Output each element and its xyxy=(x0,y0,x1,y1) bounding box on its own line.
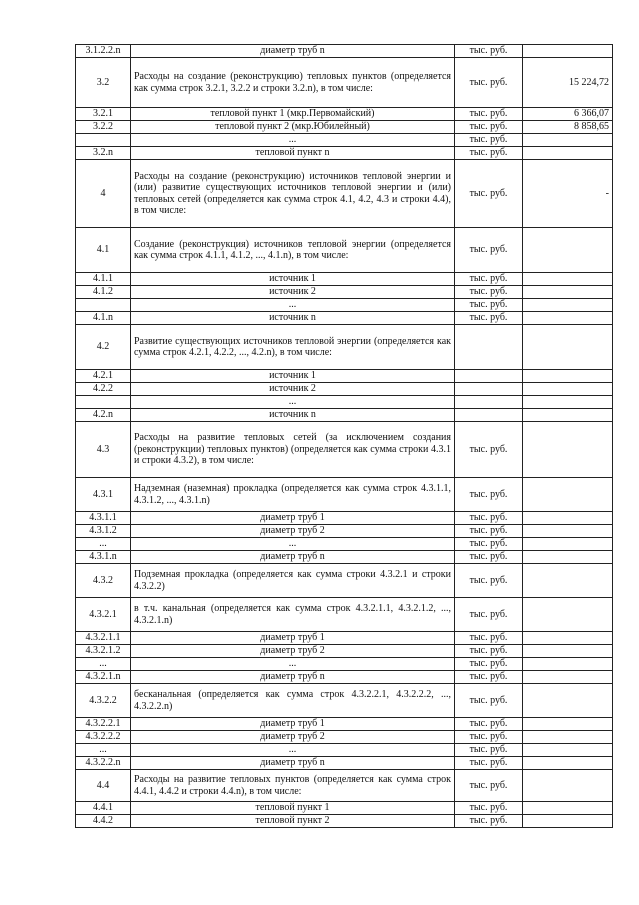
row-unit: тыс. руб. xyxy=(455,108,523,121)
table-row xyxy=(76,325,613,370)
row-unit: тыс. руб. xyxy=(455,422,523,478)
expenses-table-body xyxy=(76,45,613,828)
row-code: 3.2 xyxy=(76,58,131,108)
table-row xyxy=(76,299,613,312)
row-name: источник 1 xyxy=(131,370,455,383)
row-name: ... xyxy=(131,658,455,671)
row-code: 4.1 xyxy=(76,228,131,273)
row-name: диаметр труб 1 xyxy=(131,718,455,731)
row-unit: тыс. руб. xyxy=(455,770,523,802)
row-unit xyxy=(455,396,523,409)
row-value xyxy=(523,731,613,744)
table-row xyxy=(76,564,613,598)
row-code xyxy=(76,299,131,312)
table-row xyxy=(76,396,613,409)
table-row xyxy=(76,744,613,757)
row-unit: тыс. руб. xyxy=(455,312,523,325)
row-value xyxy=(523,598,613,632)
row-value xyxy=(523,564,613,598)
row-code: 4.3.1 xyxy=(76,478,131,512)
row-code: 3.2.1 xyxy=(76,108,131,121)
row-code: 4.3.2.1 xyxy=(76,598,131,632)
row-name: диаметр труб n xyxy=(131,551,455,564)
row-name: в т.ч. канальная (определяется как сумма строк 4.3.2.1.1, 4.3.2.1.2, ..., 4.3.2.1.n) xyxy=(131,598,455,632)
row-code: 4.4 xyxy=(76,770,131,802)
table-row xyxy=(76,671,613,684)
row-value xyxy=(523,299,613,312)
row-code: 4.3.1.2 xyxy=(76,525,131,538)
table-row xyxy=(76,512,613,525)
row-unit: тыс. руб. xyxy=(455,45,523,58)
table-row xyxy=(76,632,613,645)
row-name: диаметр труб 2 xyxy=(131,525,455,538)
row-name: бесканальная (определяется как сумма строк 4.3.2.2.1, 4.3.2.2.2, ..., 4.3.2.2.n) xyxy=(131,684,455,718)
row-name: источник n xyxy=(131,312,455,325)
row-code: 3.2.2 xyxy=(76,121,131,134)
row-code: 4.2.2 xyxy=(76,383,131,396)
table-row xyxy=(76,731,613,744)
row-unit: тыс. руб. xyxy=(455,273,523,286)
row-name: тепловой пункт 2 (мкр.Юбилейный) xyxy=(131,121,455,134)
row-name: диаметр труб 2 xyxy=(131,731,455,744)
row-code: 4.3.1.1 xyxy=(76,512,131,525)
row-unit: тыс. руб. xyxy=(455,718,523,731)
row-value xyxy=(523,273,613,286)
table-row xyxy=(76,598,613,632)
row-value: - xyxy=(523,160,613,228)
table-row xyxy=(76,525,613,538)
row-unit: тыс. руб. xyxy=(455,815,523,828)
row-name: ... xyxy=(131,744,455,757)
row-name: Расходы на развитие тепловых пунктов (определяется как сумма строк 4.4.1, 4.4.2 и строки 4.4.n), в том числе: xyxy=(131,770,455,802)
row-code: 4.4.1 xyxy=(76,802,131,815)
row-code: 4.2.n xyxy=(76,409,131,422)
row-code: 4.1.1 xyxy=(76,273,131,286)
row-code: 4.3.2.2 xyxy=(76,684,131,718)
row-value xyxy=(523,658,613,671)
row-name: Развитие существующих источников тепловой энергии (определяется как сумма строк 4.2.1, 4.2.2, ..., 4.2.n), в том числе: xyxy=(131,325,455,370)
row-unit: тыс. руб. xyxy=(455,757,523,770)
row-name: диаметр труб n xyxy=(131,671,455,684)
row-code: 3.1.2.2.n xyxy=(76,45,131,58)
row-value xyxy=(523,370,613,383)
table-row xyxy=(76,645,613,658)
row-value xyxy=(523,770,613,802)
row-value xyxy=(523,671,613,684)
row-value xyxy=(523,134,613,147)
row-value: 6 366,07 xyxy=(523,108,613,121)
row-name: ... xyxy=(131,396,455,409)
table-row xyxy=(76,228,613,273)
row-value xyxy=(523,383,613,396)
row-unit: тыс. руб. xyxy=(455,512,523,525)
row-unit: тыс. руб. xyxy=(455,671,523,684)
table-row xyxy=(76,478,613,512)
table-row xyxy=(76,121,613,134)
table-row xyxy=(76,383,613,396)
row-name: Расходы на создание (реконструкцию) тепловых пунктов (определяется как сумма строк 3.2.1, 3.2.2 и строки 3.2.n), в том числе: xyxy=(131,58,455,108)
row-unit: тыс. руб. xyxy=(455,121,523,134)
row-value xyxy=(523,815,613,828)
row-name: диаметр труб 1 xyxy=(131,512,455,525)
row-value xyxy=(523,325,613,370)
row-unit xyxy=(455,383,523,396)
row-unit: тыс. руб. xyxy=(455,286,523,299)
row-code: 4.3.2.2.n xyxy=(76,757,131,770)
row-name: тепловой пункт n xyxy=(131,147,455,160)
row-unit: тыс. руб. xyxy=(455,160,523,228)
row-name: ... xyxy=(131,538,455,551)
table-row xyxy=(76,538,613,551)
row-name: источник 1 xyxy=(131,273,455,286)
table-row xyxy=(76,45,613,58)
row-code: ... xyxy=(76,538,131,551)
row-value xyxy=(523,551,613,564)
table-row xyxy=(76,160,613,228)
row-value: 8 858,65 xyxy=(523,121,613,134)
row-value xyxy=(523,478,613,512)
row-code xyxy=(76,134,131,147)
row-name: источник n xyxy=(131,409,455,422)
row-name: ... xyxy=(131,299,455,312)
row-unit: тыс. руб. xyxy=(455,228,523,273)
row-unit: тыс. руб. xyxy=(455,525,523,538)
row-value xyxy=(523,744,613,757)
table-row xyxy=(76,422,613,478)
row-name: источник 2 xyxy=(131,383,455,396)
row-value xyxy=(523,422,613,478)
row-name: диаметр труб 2 xyxy=(131,645,455,658)
row-code: 4.4.2 xyxy=(76,815,131,828)
row-code: 4 xyxy=(76,160,131,228)
table-row xyxy=(76,684,613,718)
row-name: тепловой пункт 2 xyxy=(131,815,455,828)
row-code: 4.3.2.1.n xyxy=(76,671,131,684)
table-row xyxy=(76,815,613,828)
row-name: Подземная прокладка (определяется как сумма строки 4.3.2.1 и строки 4.3.2.2) xyxy=(131,564,455,598)
row-code: 4.3.2 xyxy=(76,564,131,598)
row-value xyxy=(523,684,613,718)
table-row xyxy=(76,134,613,147)
row-name: Расходы на развитие тепловых сетей (за исключением создания (реконструкции) тепловых пунктов) (определяется как сумма строки 4.3.1 и строки 4.3.2), в том числе: xyxy=(131,422,455,478)
row-name: диаметр труб 1 xyxy=(131,632,455,645)
table-row xyxy=(76,718,613,731)
row-unit: тыс. руб. xyxy=(455,58,523,108)
row-code: 4.1.n xyxy=(76,312,131,325)
row-unit xyxy=(455,409,523,422)
row-code: 4.2 xyxy=(76,325,131,370)
row-code: 4.2.1 xyxy=(76,370,131,383)
row-value xyxy=(523,312,613,325)
row-code xyxy=(76,396,131,409)
row-value xyxy=(523,396,613,409)
table-row xyxy=(76,658,613,671)
table-row xyxy=(76,802,613,815)
row-unit: тыс. руб. xyxy=(455,744,523,757)
table-row xyxy=(76,370,613,383)
row-name: Надземная (наземная) прокладка (определяется как сумма строк 4.3.1.1, 4.3.1.2, ..., 4.3.1.n) xyxy=(131,478,455,512)
row-value xyxy=(523,147,613,160)
table-row xyxy=(76,551,613,564)
row-code: ... xyxy=(76,744,131,757)
row-value xyxy=(523,718,613,731)
table-row xyxy=(76,147,613,160)
row-unit: тыс. руб. xyxy=(455,478,523,512)
row-code: 4.3.2.1.1 xyxy=(76,632,131,645)
row-value xyxy=(523,802,613,815)
row-unit: тыс. руб. xyxy=(455,564,523,598)
row-unit: тыс. руб. xyxy=(455,802,523,815)
row-code: 4.3.1.n xyxy=(76,551,131,564)
table-row xyxy=(76,757,613,770)
row-code: 4.3.2.2.1 xyxy=(76,718,131,731)
row-code: ... xyxy=(76,658,131,671)
row-name: диаметр труб n xyxy=(131,45,455,58)
row-unit xyxy=(455,370,523,383)
row-name: Создание (реконструкция) источников тепловой энергии (определяется как сумма строк 4.1.1, 4.1.2, ..., 4.1.n), в том числе: xyxy=(131,228,455,273)
row-value xyxy=(523,228,613,273)
row-value xyxy=(523,286,613,299)
row-unit: тыс. руб. xyxy=(455,645,523,658)
table-row xyxy=(76,312,613,325)
table-row xyxy=(76,409,613,422)
row-name: ... xyxy=(131,134,455,147)
row-unit: тыс. руб. xyxy=(455,684,523,718)
row-value xyxy=(523,512,613,525)
row-value xyxy=(523,632,613,645)
row-value xyxy=(523,757,613,770)
row-name: источник 2 xyxy=(131,286,455,299)
row-unit: тыс. руб. xyxy=(455,658,523,671)
row-unit xyxy=(455,325,523,370)
row-unit: тыс. руб. xyxy=(455,551,523,564)
row-value xyxy=(523,409,613,422)
row-unit: тыс. руб. xyxy=(455,538,523,551)
row-unit: тыс. руб. xyxy=(455,598,523,632)
table-row xyxy=(76,58,613,108)
row-name: тепловой пункт 1 xyxy=(131,802,455,815)
row-value xyxy=(523,538,613,551)
row-unit: тыс. руб. xyxy=(455,299,523,312)
row-value: 15 224,72 xyxy=(523,58,613,108)
table-row xyxy=(76,770,613,802)
row-unit: тыс. руб. xyxy=(455,147,523,160)
row-name: диаметр труб n xyxy=(131,757,455,770)
row-name: Расходы на создание (реконструкцию) источников тепловой энергии и (или) развитие существующих источников тепловой энергии и (или) тепловых сетей (определяется как сумма строк 4.1, 4.2, 4.3 и строки 4.4), в том числе: xyxy=(131,160,455,228)
row-unit: тыс. руб. xyxy=(455,731,523,744)
row-value xyxy=(523,525,613,538)
row-unit: тыс. руб. xyxy=(455,134,523,147)
table-row xyxy=(76,286,613,299)
row-name: тепловой пункт 1 (мкр.Первомайский) xyxy=(131,108,455,121)
expenses-table xyxy=(75,44,613,828)
row-code: 3.2.n xyxy=(76,147,131,160)
row-value xyxy=(523,645,613,658)
table-row xyxy=(76,273,613,286)
row-value xyxy=(523,45,613,58)
row-code: 4.3.2.2.2 xyxy=(76,731,131,744)
row-code: 4.1.2 xyxy=(76,286,131,299)
row-code: 4.3 xyxy=(76,422,131,478)
row-code: 4.3.2.1.2 xyxy=(76,645,131,658)
table-row xyxy=(76,108,613,121)
row-unit: тыс. руб. xyxy=(455,632,523,645)
